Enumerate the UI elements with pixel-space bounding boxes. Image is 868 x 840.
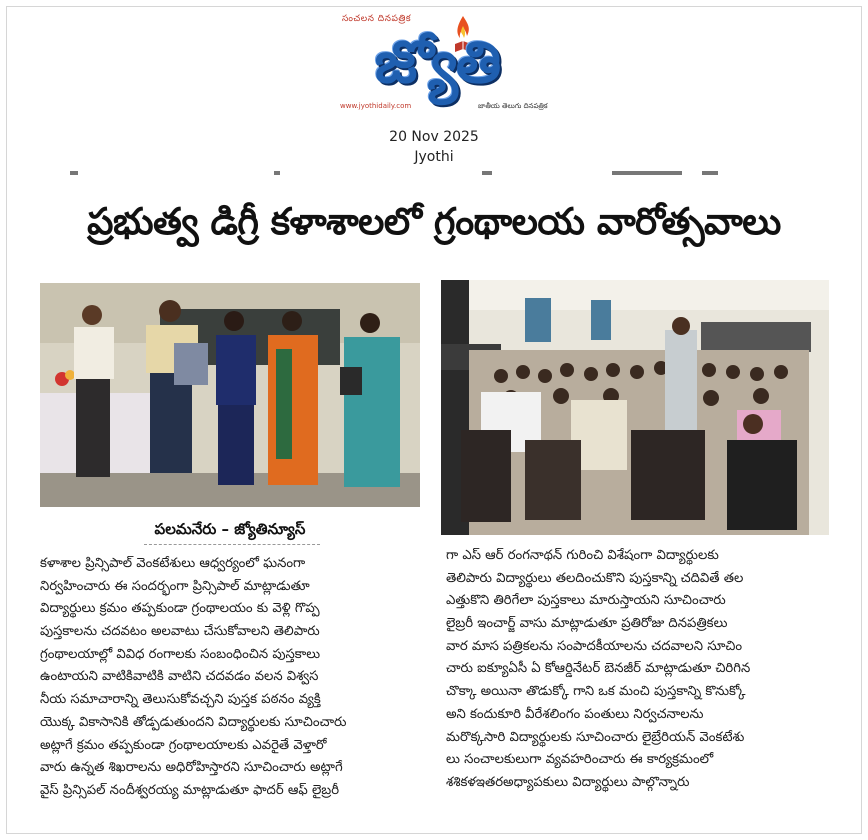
- photo-book-presentation-image: [40, 283, 420, 507]
- article-body-left-column: [40, 553, 420, 803]
- photo-book-presentation: [40, 283, 420, 507]
- publication-source: Jyothi: [414, 149, 454, 165]
- article-body-line: నిర్వహించారు ఈ సందర్భంగా ప్రిన్సిపాల్ మాట్లాడుతూ: [40, 578, 310, 594]
- article-body-line: అట్లాగే క్రమం తప్పకుండా గ్రంథాలయాలకు ఎవరైతే వెళ్తారో: [40, 737, 327, 753]
- article-body-right-column: [446, 545, 830, 795]
- article-body-line: గా ఎస్ ఆర్ రంగనాథన్ గురించి విశేషంగా విద్యార్థులకు: [446, 548, 719, 563]
- article-body-line: అని కందుకూరి వీరేశలింగం పంతులు నిర్వచనాలను: [446, 706, 704, 722]
- article-body-line: చారు ఐక్యూఏసీ ఏ కోఆర్డినేటర్ బెనజీర్ మాట్లాడుతూ చిరిగిన: [446, 661, 751, 677]
- dateline-underline: [144, 544, 320, 545]
- clipped-text-remnant: [12, 171, 856, 178]
- newspaper-logo: జ్యోతి: [374, 28, 500, 96]
- article-body-line: విద్యార్థులు క్రమం తప్పకుండా గ్రంథాలయం కు వెళ్లి గొప్ప: [40, 601, 320, 617]
- article-body-line: కళాశాల ప్రిన్సిపాల్ వెంకటేశులు ఆధ్వర్యంలో ఘనంగా: [40, 556, 306, 571]
- article-body-line: ఉంటాయని వాటికివాటికి వాటిని చదవడం వలన విశ్వస: [40, 669, 319, 685]
- article-dateline: పలమనేరు – జ్యోతిన్యూస్: [154, 520, 306, 538]
- article-body-line: లైబ్రరీ ఇంచార్జ్ వాసు మాట్లాడుతూ ప్రతిరోజు దినపత్రికలు: [446, 616, 728, 632]
- article-body-line: గ్రంథాలయాల్లో వివిధ రంగాలకు సంబంధించిన పుస్తకాలు: [40, 646, 321, 662]
- article-body-line: యొక్క వికాసానికి తోడ్పడుతుందని విద్యార్థులకు సూచించారు: [40, 714, 347, 730]
- photo-students-audience: [441, 280, 829, 535]
- article-body-line: వైస్ ప్రిన్సిపల్ నందీశ్వరయ్య మాట్లాడుతూ ఫాదర్ ఆఫ్ లైబ్రరీ: [40, 782, 340, 798]
- article-body-line: వార మాస పత్రికలను సంపాదకీయాలను చదవాలని సూచిం: [446, 638, 743, 654]
- masthead-tagline-bottom: జాతీయ తెలుగు దినపత్రిక: [478, 102, 548, 110]
- article-body-line: తెలిపారు విద్యార్థులు తలదించుకొని పుస్తకాన్ని చదివితే తల: [446, 570, 744, 586]
- article-body-line: ఎత్తుకొని తిరిగేలా పుస్తకాలు మారుస్తాయని సూచించారు: [446, 593, 726, 609]
- masthead: [318, 10, 556, 118]
- publication-date: 20 Nov 2025: [389, 129, 479, 145]
- masthead-tagline-top: సంచలన దినపత్రిక: [342, 14, 412, 24]
- photo-students-audience-image: [441, 280, 829, 535]
- article-body-line: చొక్కా అయినా తొడుక్కో గాని ఒక మంచి పుస్తకాన్ని కొనుక్కో: [446, 684, 746, 700]
- article-body-line: నీయ సమాచారాన్ని తెలుసుకోవచ్చని పుస్తక పఠనం వ్యక్తి: [40, 692, 321, 708]
- article-body-line: శశికళఇతరఅధ్యాపకులు విద్యార్థులు పాల్గొన్నారు: [446, 774, 690, 790]
- article-body-line: వారు ఉన్నత శిఖరాలను అధిరోహిస్తారని సూచించారు అట్లాగే: [40, 760, 343, 776]
- article-body-line: లు సంచాలకులుగా వ్యవహరించారు ఈ కార్యక్రమంలో: [446, 752, 714, 768]
- article-headline: ప్రభుత్వ డిగ్రీ కళాశాలలో గ్రంథాలయ వారోత్సవాలు: [87, 200, 781, 243]
- masthead-url: www.jyothidaily.com: [340, 102, 412, 110]
- article-body-line: మరొక్కసారి విద్యార్థులకు సూచించారు లైబ్రేరియన్ వెంకటేశు: [446, 729, 745, 745]
- article-body-line: పుస్తకాలను చదవటం అలవాటు చేసుకోవాలని తెలిపారు: [40, 624, 320, 640]
